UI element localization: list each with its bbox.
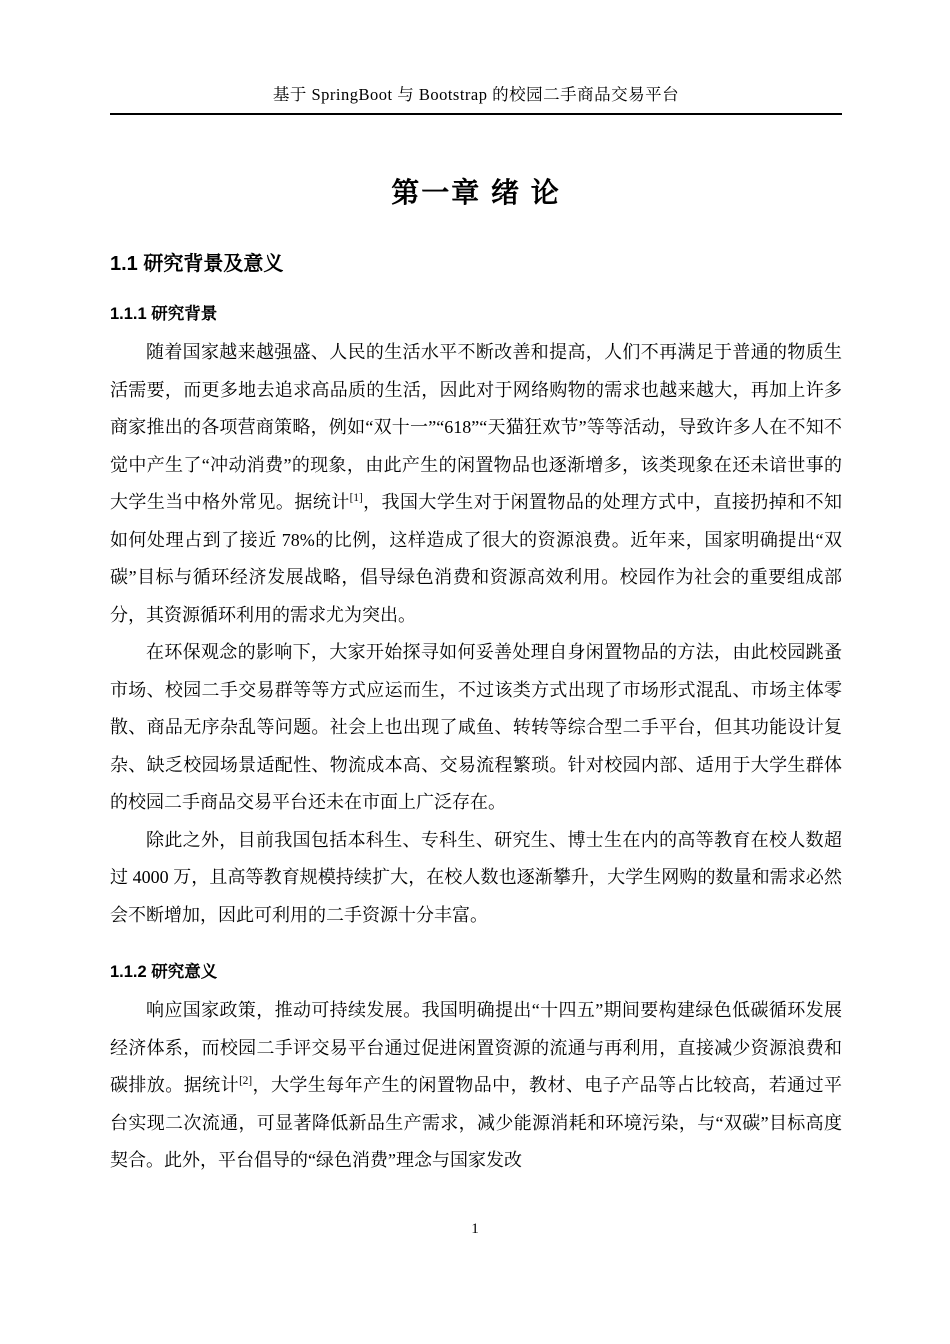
chapter-title: 第一章 绪 论 bbox=[391, 177, 561, 208]
subsection-heading-1-1-1: 1.1.1 研究背景 bbox=[110, 305, 218, 323]
paragraph-text: ，大学生每年产生的闲置物品中，教材、电子产品等占比较高，若通过平台实现二次流通，可显著降低新品生产需求，减少能源消耗和环境污染，与“双碳”目标高度契合。此外，平台倡导的“绿色消费”理念与国家发改 bbox=[110, 1075, 843, 1170]
paragraph bbox=[110, 992, 842, 1180]
citation-superscript: [2] bbox=[239, 1075, 253, 1087]
page-footer bbox=[0, 1220, 950, 1238]
page-number: 1 bbox=[471, 1221, 479, 1237]
paragraph bbox=[110, 334, 842, 634]
paragraph-text: 除此之外，目前我国包括本科生、专科生、研究生、博士生在内的高等教育在校人数超过 4000 万，且高等教育规模持续扩大，在校人数也逐渐攀升，大学生网购的数量和需求必然会不断增加，因此可利用的二手资源十分丰富。 bbox=[110, 829, 842, 925]
citation-superscript: [1] bbox=[349, 492, 363, 504]
significance-paragraphs bbox=[110, 992, 842, 1180]
paragraph-text: 随着国家越来越强盛、人民的生活水平不断改善和提高，人们不再满足于普通的物质生活需要，而更多地去追求高品质的生活，因此对于网络购物的需求也越来越大，再加上许多商家推出的各项营商策略，例如“双十一”“618”“天猫狂欢节”等等活动，导致许多人在不知不觉中产生了“冲动消费”的现象，由此产生的闲置物品也逐渐增多，该类现象在还未谙世事的大学生当中格外常见。据统计 bbox=[110, 342, 842, 512]
paragraph bbox=[110, 634, 842, 822]
running-header: 基于 SpringBoot 与 Bootstrap 的校园二手商品交易平台 bbox=[110, 84, 842, 115]
paragraph-text: ，我国大学生对于闲置物品的处理方式中，直接扔掉和不知如何处理占到了接近 78%的比例，这样造成了很大的资源浪费。近年来，国家明确提出“双碳”目标与循环经济发展战略，倡导绿色消费和资源高效利用。校园作为社会的重要组成部分，其资源循环利用的需求尤为突出。 bbox=[110, 492, 843, 625]
subsection-heading-1-1-2: 1.1.2 研究意义 bbox=[110, 963, 218, 981]
paragraph-text: 在环保观念的影响下，大家开始探寻如何妥善处理自身闲置物品的方法，由此校园跳蚤市场、校园二手交易群等等方式应运而生，不过该类方式出现了市场形式混乱、市场主体零散、商品无序杂乱等问题。社会上也出现了咸鱼、转转等综合型二手平台，但其功能设计复杂、缺乏校园场景适配性、物流成本高、交易流程繁琐。针对校园内部、适用于大学生群体的校园二手商品交易平台还未在市面上广泛存在。 bbox=[110, 642, 842, 812]
paragraph bbox=[110, 822, 842, 935]
paragraph-text: 响应国家政策，推动可持续发展。我国明确提出“十四五”期间要构建绿色低碳循环发展经济体系，而校园二手评交易平台通过促进闲置资源的流通与再利用，直接减少资源浪费和碳排放。据统计 bbox=[110, 1000, 842, 1095]
background-paragraphs bbox=[110, 334, 842, 934]
section-heading-1-1: 1.1 研究背景及意义 bbox=[110, 253, 284, 275]
